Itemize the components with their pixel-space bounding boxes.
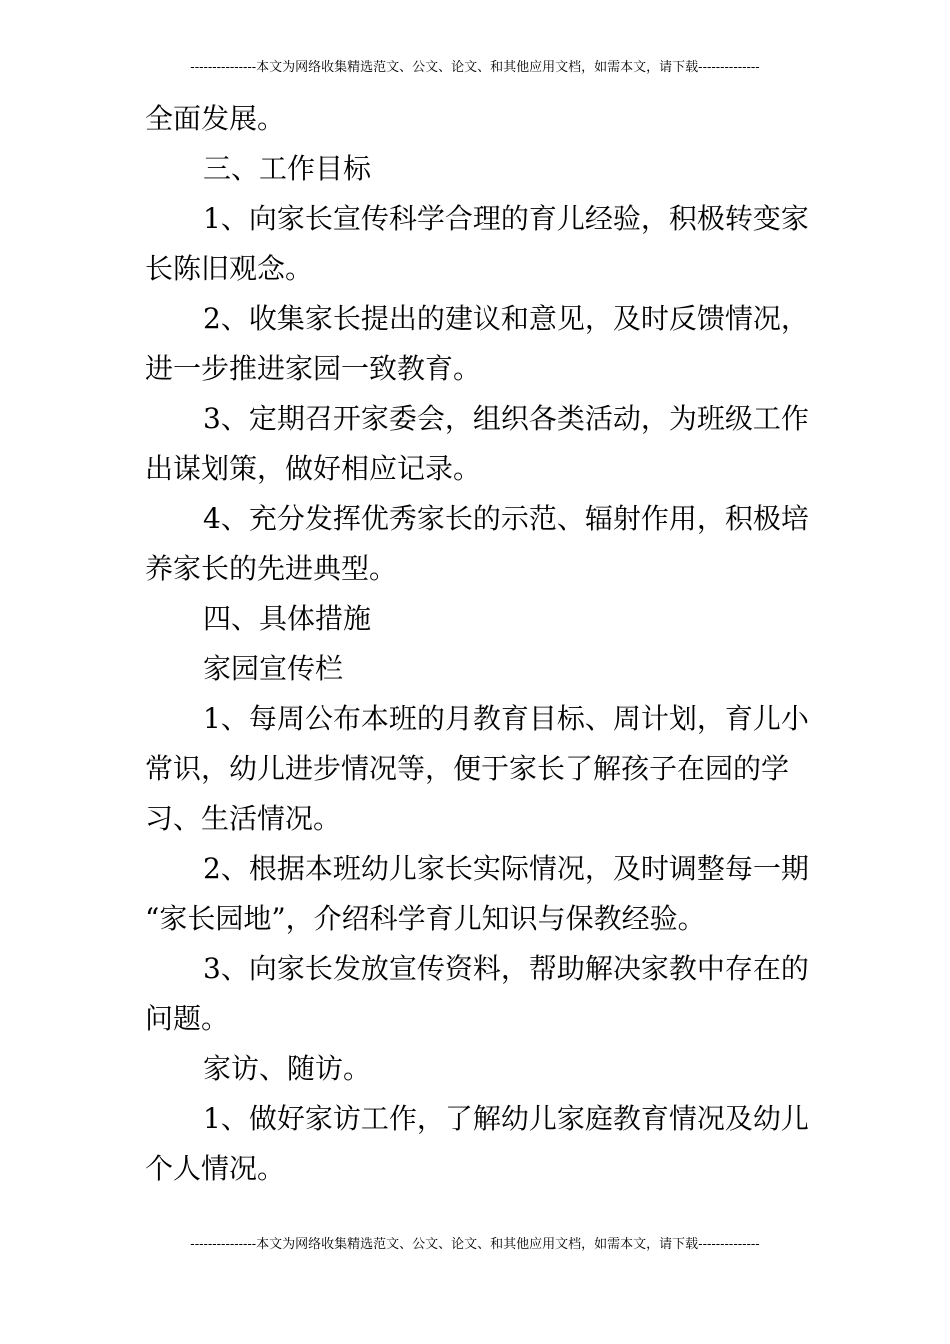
text-line: 1、做好家访工作，了解幼儿家庭教育情况及幼儿 <box>203 1102 809 1135</box>
text-line: 常识，幼儿进步情况等，便于家长了解孩子在园的学 <box>145 752 790 785</box>
subsection-heading: 家园宣传栏 <box>203 652 344 685</box>
text-line: 习、生活情况。 <box>145 802 342 835</box>
text-line: 3、向家长发放宣传资料，帮助解决家教中存在的 <box>203 952 809 985</box>
document-body <box>145 94 815 1194</box>
text-line: 问题。 <box>145 1002 230 1035</box>
text-line: 2、根据本班幼儿家长实际情况，及时调整每一期 <box>203 852 809 885</box>
text-line: 出谋划策，做好相应记录。 <box>145 452 482 485</box>
text-line: 长陈旧观念。 <box>145 252 314 285</box>
text-line: 4、充分发挥优秀家长的示范、辐射作用，积极培 <box>203 502 809 535</box>
subsection-heading: 家访、随访。 <box>203 1052 372 1085</box>
text-line: 进一步推进家园一致教育。 <box>145 352 482 385</box>
section-heading: 四、具体措施 <box>203 602 372 635</box>
text-line: 养家长的先进典型。 <box>145 552 398 585</box>
footer-banner: ---------------本文为网络收集精选范文、公文、论文、和其他应用文档，如需本文，请下载-------------- <box>190 1237 760 1252</box>
text-line: 个人情况。 <box>145 1152 286 1185</box>
text-line: 3、定期召开家委会，组织各类活动，为班级工作 <box>203 402 809 435</box>
text-line: 2、收集家长提出的建议和意见，及时反馈情况， <box>203 302 809 335</box>
text-line: 1、每周公布本班的月教育目标、周计划，育儿小 <box>203 702 809 735</box>
text-line: 全面发展。 <box>145 102 286 135</box>
section-heading: 三、工作目标 <box>203 152 372 185</box>
text-line: 1、向家长宣传科学合理的育儿经验，积极转变家 <box>203 202 809 235</box>
text-line: “家长园地”，介绍科学育儿知识与保教经验。 <box>145 902 706 935</box>
header-banner: ---------------本文为网络收集精选范文、公文、论文、和其他应用文档，如需本文，请下载-------------- <box>190 60 760 75</box>
